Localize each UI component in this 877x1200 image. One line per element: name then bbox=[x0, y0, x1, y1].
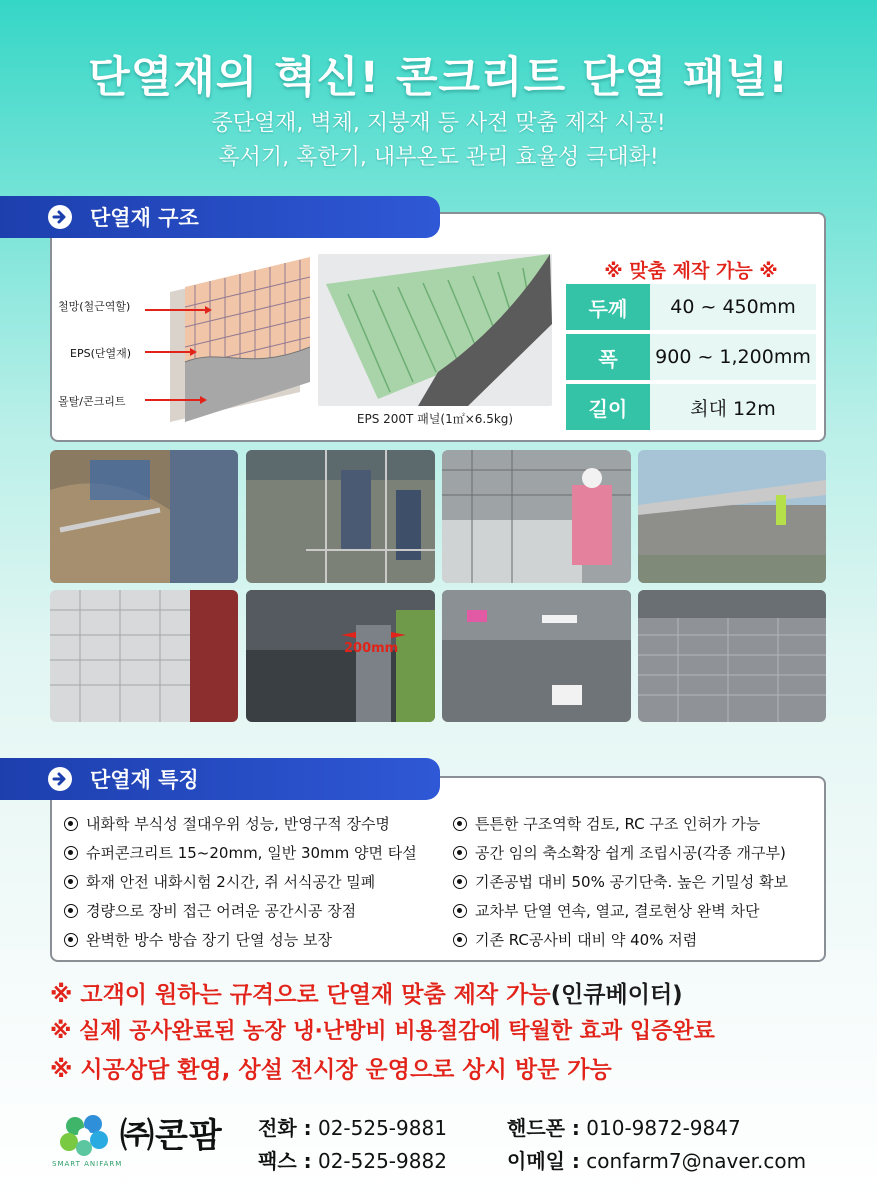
company-name: ㈜콘팜 bbox=[120, 1116, 223, 1156]
list-item: 경량으로 장비 접근 어려운 공간시공 장점 bbox=[64, 896, 417, 925]
spec-value: 최대 12m bbox=[650, 384, 816, 430]
company-logo-icon bbox=[55, 1110, 117, 1162]
spec-row-length bbox=[566, 384, 816, 430]
list-item: 공간 임의 축소확장 쉽게 조립시공(각종 개구부) bbox=[453, 838, 788, 867]
logo-tagline: SMART ANIFARM bbox=[52, 1160, 123, 1168]
list-item: 화재 안전 내화시험 2시간, 쥐 서식공간 밀폐 bbox=[64, 867, 417, 896]
label-eps: EPS(단열재) bbox=[70, 347, 132, 360]
notice-line-2: ※ 실제 공사완료된 농장 냉·난방비 비용절감에 탁월한 효과 입증완료 bbox=[50, 1019, 715, 1044]
email-address: confarm7@naver.com bbox=[586, 1149, 807, 1173]
bullet-icon bbox=[64, 846, 78, 860]
construction-photo-ceiling bbox=[442, 590, 631, 722]
email-line: 이메일 : confarm7@naver.com bbox=[507, 1149, 807, 1173]
panel-caption: EPS 200T 패널(1㎡×6.5kg) bbox=[356, 412, 514, 426]
features-left-list bbox=[64, 809, 417, 954]
custom-production-title: ※ 맞춤 제작 가능 ※ bbox=[604, 260, 778, 282]
label-mesh: 철망(철근역할) bbox=[58, 300, 131, 313]
list-item: 교차부 단열 연속, 열교, 결로현상 완벽 차단 bbox=[453, 896, 788, 925]
list-item: 내화학 부식성 절대우위 성능, 반영구적 장수명 bbox=[64, 809, 417, 838]
structure-section-title: 단열재 구조 bbox=[90, 206, 199, 230]
construction-photo-scaffold bbox=[246, 450, 435, 583]
construction-photo-mesh-wall bbox=[638, 590, 826, 722]
page-title: 단열재의 혁신! 콘크리트 단열 패널! bbox=[88, 53, 789, 103]
bullet-icon bbox=[64, 875, 78, 889]
subtitle-line-1: 중단열재, 벽체, 지붕재 등 사전 맞춤 제작 시공! bbox=[211, 111, 666, 136]
spec-value: 900 ~ 1,200mm bbox=[650, 334, 816, 380]
list-item: 완벽한 방수 방습 장기 단열 성능 보장 bbox=[64, 925, 417, 954]
dimension-label: 200mm bbox=[344, 641, 399, 656]
construction-photo-spraying bbox=[50, 450, 238, 583]
list-item: 기존 RC공사비 대비 약 40% 저렴 bbox=[453, 925, 788, 954]
spec-row-thickness bbox=[566, 284, 816, 330]
phone-number: 02-525-9881 bbox=[317, 1116, 447, 1140]
bullet-icon bbox=[453, 904, 467, 918]
fax-line: 팩스 : 02-525-9882 bbox=[258, 1149, 447, 1173]
bullet-icon bbox=[453, 875, 467, 889]
bullet-icon bbox=[453, 817, 467, 831]
spec-key: 두께 bbox=[566, 284, 650, 330]
subtitle-line-2: 혹서기, 혹한기, 내부온도 관리 효율성 극대화! bbox=[218, 145, 659, 170]
spec-value: 40 ~ 450mm bbox=[650, 284, 816, 330]
notice-line-1: ※ 고객이 원하는 규격으로 단열재 맞춤 제작 가능(인큐베이터) bbox=[50, 982, 683, 1008]
eps-panel-photo bbox=[318, 254, 552, 406]
label-mortar: 몰탈/콘크리트 bbox=[58, 395, 126, 408]
features-section-title: 단열재 특징 bbox=[90, 768, 199, 792]
bullet-icon bbox=[64, 817, 78, 831]
construction-photo-worker bbox=[442, 450, 631, 583]
bullet-icon bbox=[453, 933, 467, 947]
spec-key: 길이 bbox=[566, 384, 650, 430]
arrow-right-icon bbox=[48, 767, 72, 791]
features-section-header bbox=[0, 758, 440, 800]
list-item: 기존공법 대비 50% 공기단축. 높은 기밀성 확보 bbox=[453, 867, 788, 896]
phone-line: 전화 : 02-525-9881 bbox=[258, 1116, 447, 1140]
notice-line-3: ※ 시공상담 환영, 상설 전시장 운영으로 상시 방문 가능 bbox=[50, 1057, 612, 1083]
list-item: 튼튼한 구조역학 검토, RC 구조 인허가 가능 bbox=[453, 809, 788, 838]
construction-photo-building bbox=[638, 450, 826, 583]
fax-number: 02-525-9882 bbox=[317, 1149, 447, 1173]
arrow-right-icon bbox=[48, 205, 72, 229]
bullet-icon bbox=[453, 846, 467, 860]
structure-section-header bbox=[0, 196, 440, 238]
bullet-icon bbox=[64, 904, 78, 918]
features-right-list bbox=[453, 809, 788, 954]
spec-key: 폭 bbox=[566, 334, 650, 380]
mobile-number: 010-9872-9847 bbox=[586, 1116, 741, 1140]
bullet-icon bbox=[64, 933, 78, 947]
construction-photo-interior-wall bbox=[50, 590, 238, 722]
construction-photo-wall-thickness bbox=[246, 590, 435, 722]
list-item: 슈퍼콘크리트 15~20mm, 일반 30mm 양면 타설 bbox=[64, 838, 417, 867]
spec-row-width bbox=[566, 334, 816, 380]
mobile-line: 핸드폰 : 010-9872-9847 bbox=[507, 1116, 741, 1140]
spec-table bbox=[566, 284, 816, 434]
